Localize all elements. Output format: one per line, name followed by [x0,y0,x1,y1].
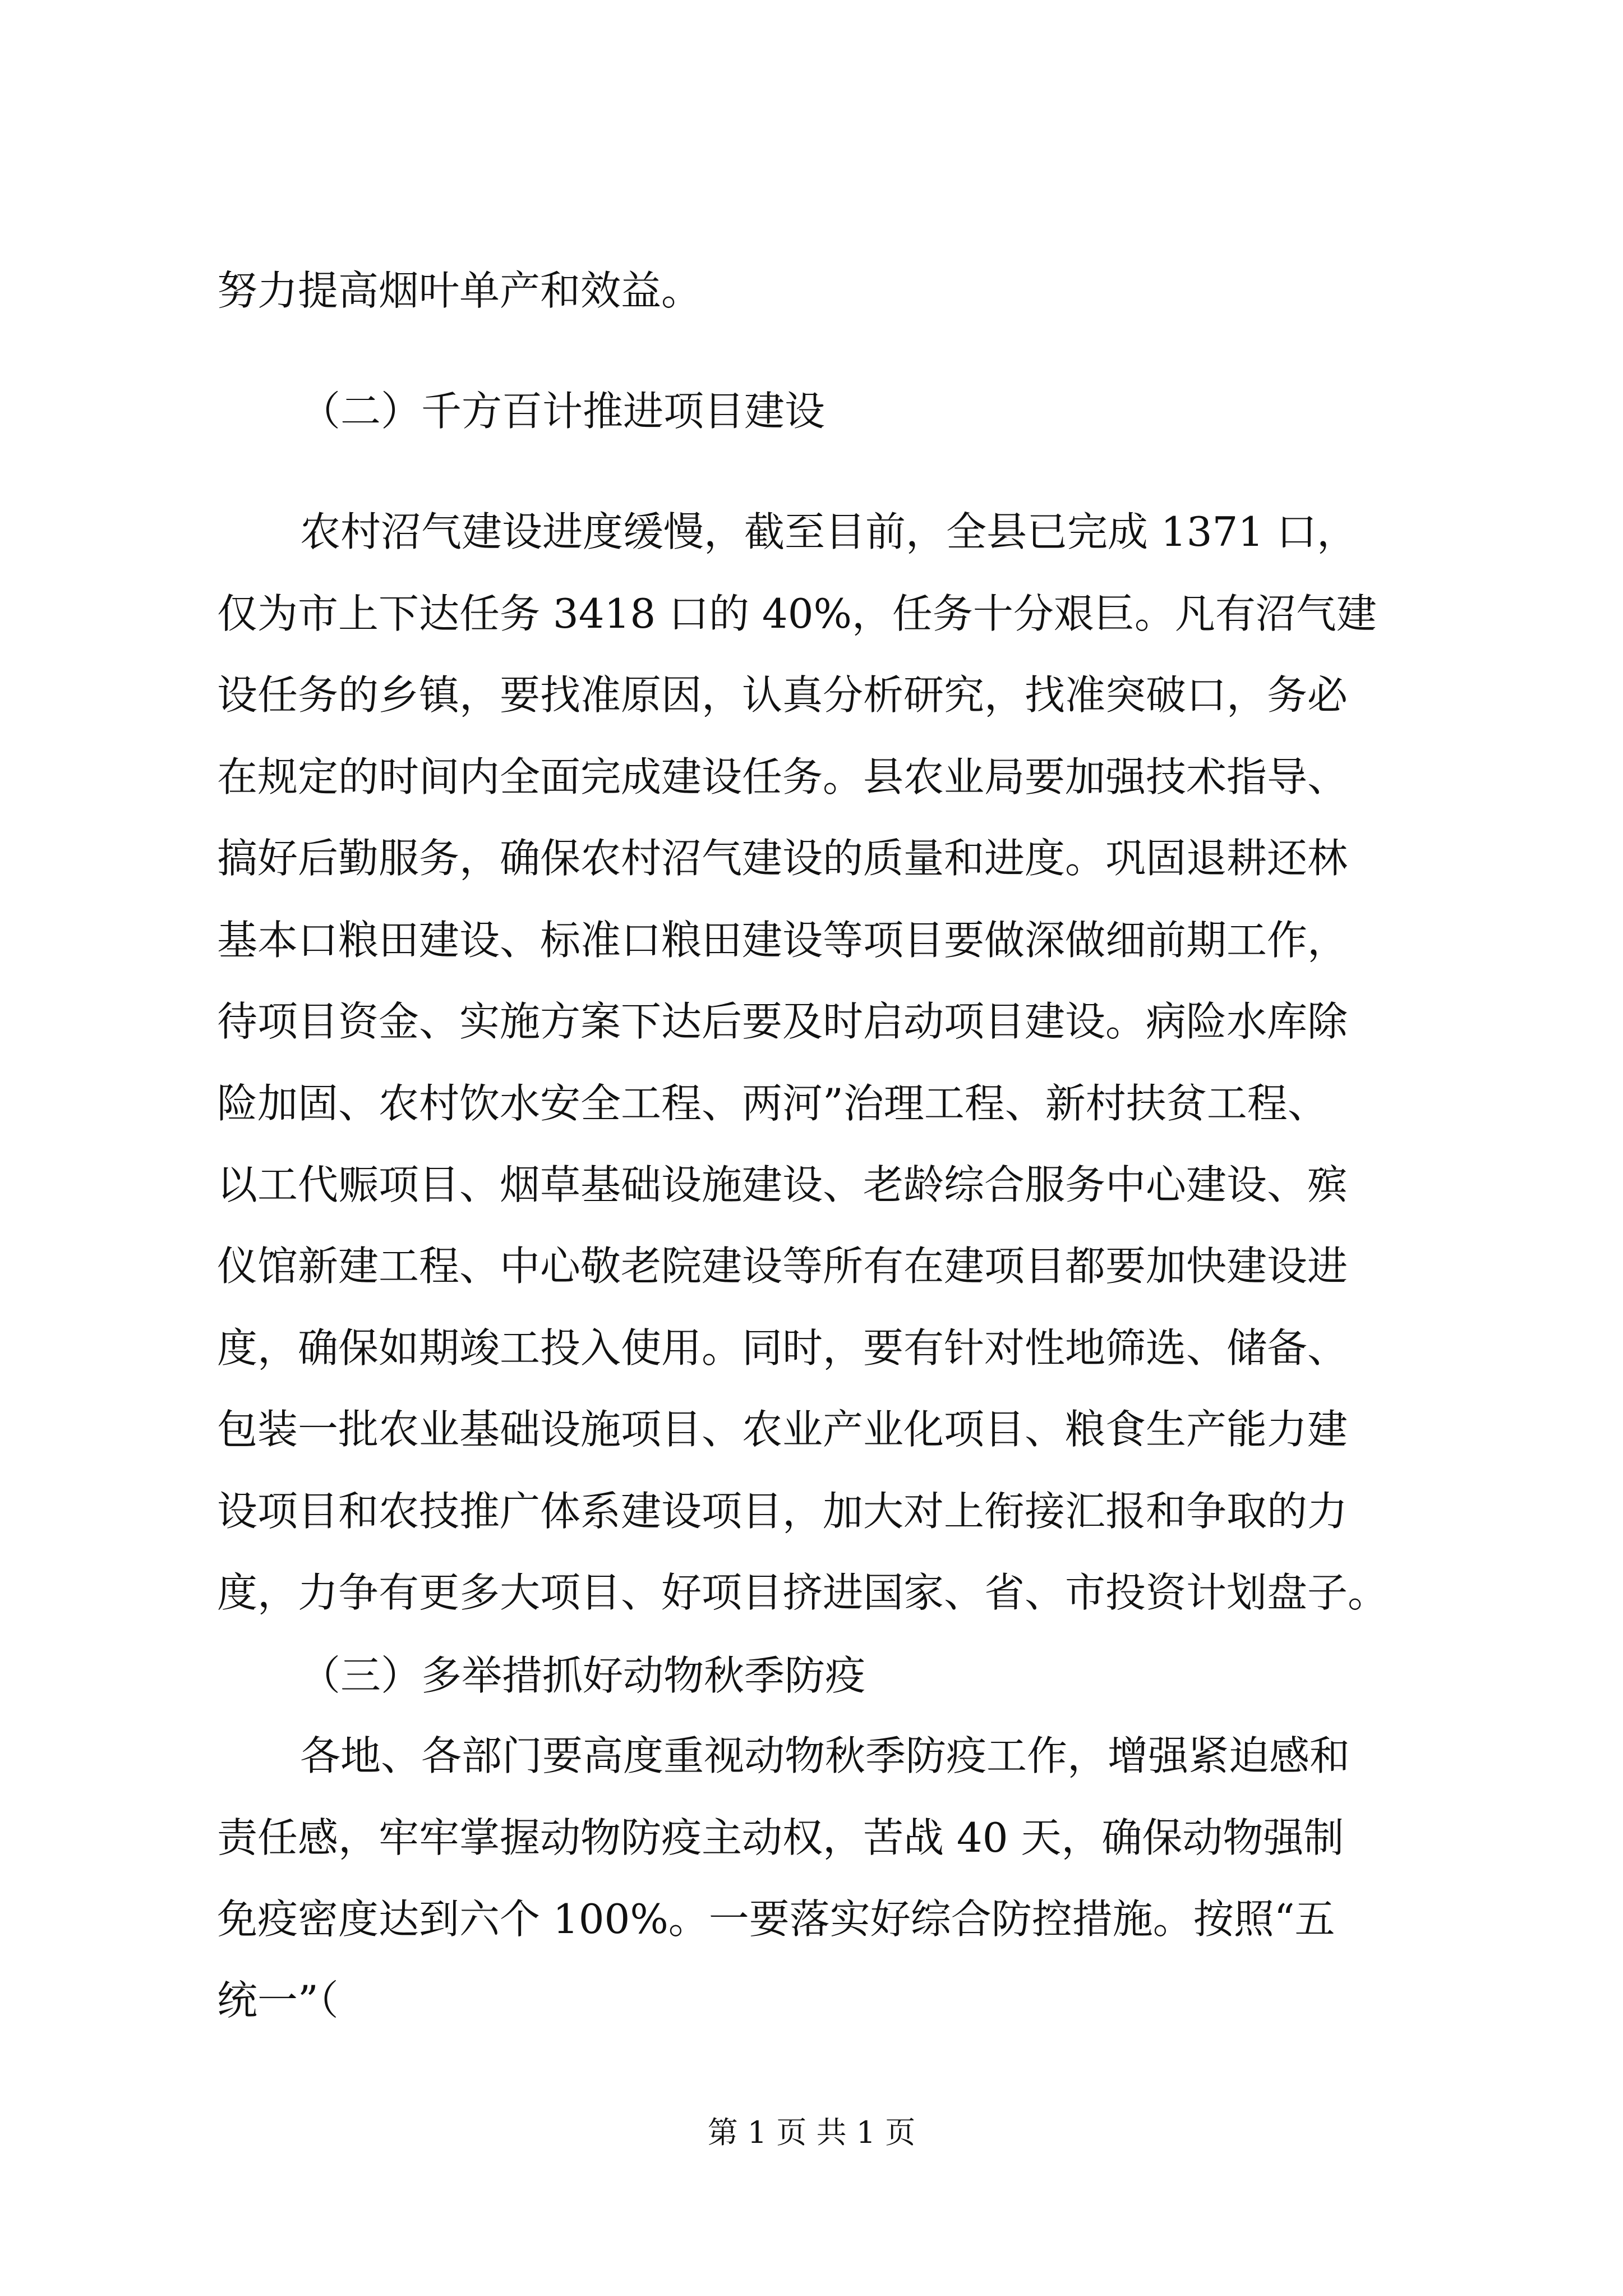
paragraph-line: 责任感，牢牢掌握动物防疫主动权，苦战 40 天，确保动物强制 [217,1814,1344,1861]
paragraph-line: 设项目和农技推广体系建设项目，加大对上衔接汇报和争取的力 [217,1488,1348,1535]
paragraph-line: 设任务的乡镇，要找准原因，认真分析研究，找准突破口，务必 [217,671,1348,719]
paragraph-line: 各地、各部门要高度重视动物秋季防疫工作，增强紧迫感和 [300,1732,1350,1779]
text-line-continuation: 努力提高烟叶单产和效益。 [217,267,702,314]
paragraph-line: 度，力争有更多大项目、好项目挤进国家、省、市投资计划盘子。 [217,1569,1389,1616]
paragraph-line: 仪馆新建工程、中心敬老院建设等所有在建项目都要加快建设进 [217,1243,1348,1290]
paragraph-line: 统一”（ [217,1977,339,2024]
paragraph-line: 待项目资金、实施方案下达后要及时启动项目建设。病险水库除 [217,998,1348,1045]
paragraph-line: 免疫密度达到六个 100%。一要落实好综合防控措施。按照“五 [217,1895,1335,1943]
paragraph-line: 度，确保如期竣工投入使用。同时，要有针对性地筛选、储备、 [217,1324,1348,1372]
paragraph-line: 包装一批农业基础设施项目、农业产业化项目、粮食生产能力建 [217,1406,1348,1453]
paragraph-line: 在规定的时间内全面完成建设任务。县农业局要加强技术指导、 [217,753,1348,800]
paragraph-line: 仅为市上下达任务 3418 口的 40%，任务十分艰巨。凡有沼气建 [217,590,1377,637]
paragraph-line: 以工代赈项目、烟草基础设施建设、老龄综合服务中心建设、殡 [217,1161,1348,1208]
paragraph-line: 基本口粮田建设、标准口粮田建设等项目要做深做细前期工作， [217,917,1348,964]
section-heading-2: （二）千方百计推进项目建设 [300,388,826,435]
paragraph-line: 农村沼气建设进度缓慢，截至目前，全县已完成 1371 口， [300,508,1358,555]
paragraph-line: 险加固、农村饮水安全工程、两河”治理工程、新村扶贫工程、 [217,1080,1328,1127]
page-number-footer: 第 1 页 共 1 页 [707,2115,916,2150]
section-heading-3: （三）多举措抓好动物秋季防疫 [300,1652,866,1699]
paragraph-line: 搞好后勤服务，确保农村沼气建设的质量和进度。巩固退耕还林 [217,835,1348,882]
